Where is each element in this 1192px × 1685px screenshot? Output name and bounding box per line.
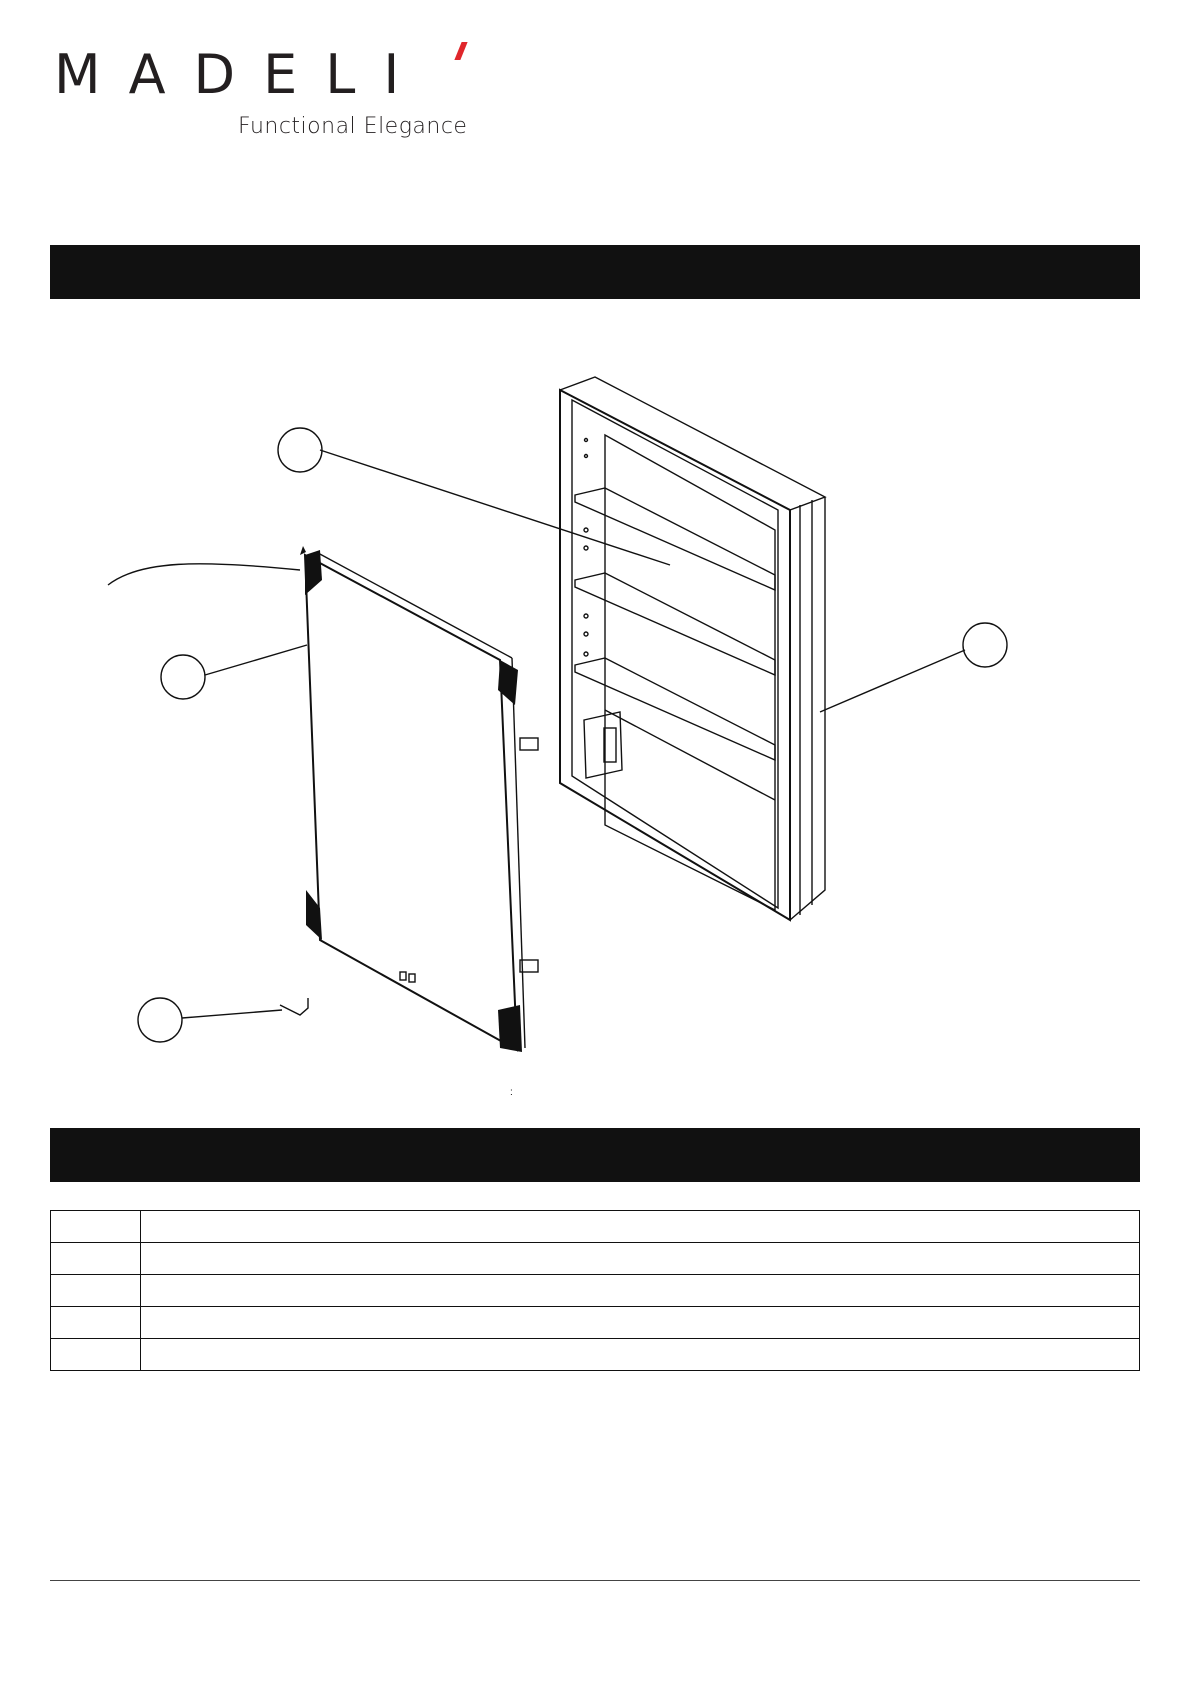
- callout-circle-2: [161, 655, 205, 699]
- touch-button-1: [400, 972, 406, 980]
- table-row: [51, 1243, 1140, 1275]
- logo-accent-mark: [454, 42, 467, 60]
- part-description-cell: [141, 1307, 1140, 1339]
- table-row: [51, 1339, 1140, 1371]
- outlet-receptacle: [604, 728, 616, 762]
- part-number-cell: [51, 1275, 141, 1307]
- logo-tagline: Functional Elegance: [238, 114, 468, 139]
- table-row: [51, 1211, 1140, 1243]
- mounting-bracket: [280, 998, 308, 1015]
- wire-arrow: [108, 564, 300, 585]
- hinge-top: [520, 738, 538, 750]
- part-number-cell: [51, 1307, 141, 1339]
- tiny-mark: :: [510, 1087, 513, 1098]
- part-description-cell: [141, 1243, 1140, 1275]
- logo-wordmark: MADELI: [54, 43, 428, 106]
- table-row: [51, 1307, 1140, 1339]
- touch-button-2: [409, 974, 415, 982]
- part-description-cell: [141, 1339, 1140, 1371]
- cabinet-side-depth: [790, 497, 825, 920]
- part-description-cell: [141, 1211, 1140, 1243]
- cabinet-back-panel: [605, 435, 775, 910]
- section-header-bar-1: [50, 245, 1140, 299]
- callout-circle-3: [963, 623, 1007, 667]
- callout-circle-1: [278, 428, 322, 472]
- part-number-cell: [51, 1243, 141, 1275]
- part-number-cell: [51, 1211, 141, 1243]
- cabinet-top-depth: [560, 377, 825, 510]
- corner-protector-1: [305, 550, 322, 595]
- corner-protector-4: [498, 1005, 522, 1052]
- cabinet-inner-frame: [572, 400, 778, 908]
- parts-table: [50, 1210, 1140, 1371]
- part-number-cell: [51, 1339, 141, 1371]
- exploded-view-drawing: [0, 360, 1192, 1100]
- section-header-bar-2: [50, 1128, 1140, 1182]
- corner-protector-3: [306, 890, 322, 940]
- madeli-logo: [54, 38, 494, 148]
- footer-divider: [50, 1580, 1140, 1581]
- cabinet-front-frame: [560, 390, 790, 920]
- table-row: [51, 1275, 1140, 1307]
- part-description-cell: [141, 1275, 1140, 1307]
- callout-circle-4: [138, 998, 182, 1042]
- mirror-door: [305, 555, 517, 1050]
